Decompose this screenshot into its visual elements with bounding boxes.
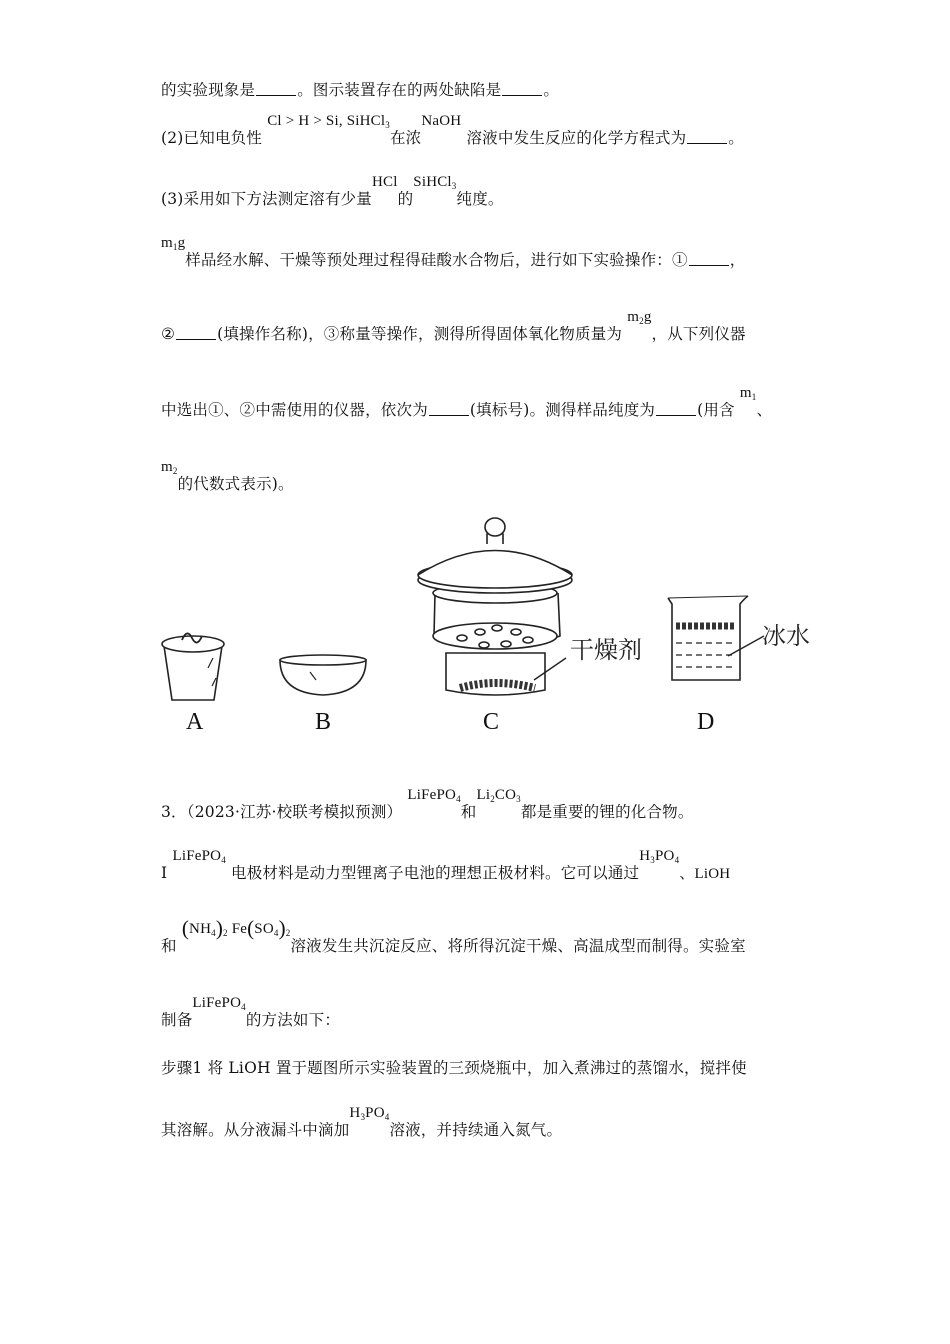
formula-h3po4: $H_3PO_4$ [639, 848, 680, 865]
text: 溶液，并持续通入氮气。 [389, 1121, 563, 1139]
q3-line-6 [161, 1105, 563, 1140]
text-line-1 [161, 78, 559, 100]
evaporating-dish-icon [280, 655, 366, 695]
crucible-icon [162, 633, 224, 700]
text: 的代数式表示)。 [177, 475, 294, 493]
formula-lifepo4: LiFePO$_4$ [192, 995, 246, 1012]
text: 电极材料是动力型锂离子电池的理想正极材料。它可以通过 [231, 864, 640, 882]
text: (2)已知电负性 [161, 129, 263, 147]
text: 都是重要的锂的化合物。 [520, 803, 694, 821]
text: 的方法如下： [245, 1011, 341, 1029]
text: 中选出①、②中需使用的仪器，依次为 [161, 401, 428, 419]
text: 样品经水解、干燥等预处理过程得硅酸水合物后，进行如下实验操作：① [185, 251, 688, 269]
text-line-2 [161, 113, 744, 148]
text: ，从下列仪器 [651, 325, 746, 343]
beaker-icon [668, 596, 764, 680]
desiccant-label: 干燥剂 [570, 636, 642, 664]
text: 其溶解。从分液漏斗中滴加 [161, 1121, 350, 1139]
text: 在浓 [389, 129, 422, 147]
text: ② [161, 325, 176, 343]
answer-blank[interactable] [689, 253, 729, 266]
text: 溶液中发生反应的化学方程式为 [466, 129, 687, 147]
text-line-4 [161, 235, 746, 270]
answer-blank[interactable] [656, 403, 696, 416]
text: 步骤1 将 LiOH 置于题图所示实验装置的三颈烧瓶中，加入煮沸过的蒸馏水，搅拌使 [161, 1059, 747, 1077]
answer-blank[interactable] [429, 403, 469, 416]
formula-m2g: $m_2g$ [627, 309, 652, 326]
formula-lioh: 、LiOH [679, 866, 731, 882]
formula-sihcl3: SiHCl$_3$ [413, 174, 457, 191]
text: 。 [728, 129, 744, 147]
formula-electronegativity: Cl > H > Si, SiHCl$_3$ [267, 113, 390, 130]
text: (填操作名称)，③称量等操作，测得所得固体氧化物质量为 [217, 325, 623, 343]
formula-m1: $m_1$ [739, 385, 757, 402]
label-b: B [315, 709, 332, 735]
text-line-7 [161, 459, 294, 494]
answer-blank[interactable] [687, 131, 727, 144]
text: (填标号)。测得样品纯度为 [469, 401, 656, 419]
text: 的实验现象是 [161, 81, 256, 99]
formula-lifepo4: LiFePO$_4$ [407, 787, 461, 804]
text: 、 [756, 401, 773, 419]
question-number: 3．（2023·江苏·校联考模拟预测） [161, 803, 403, 821]
label-d: D [697, 709, 715, 735]
q3-line-4 [161, 995, 341, 1030]
text-line-6 [161, 385, 773, 420]
apparatus-figure [150, 508, 830, 748]
formula-naoh: NaOH [421, 113, 462, 129]
answer-blank[interactable] [256, 83, 296, 96]
text: 。图示装置存在的两处缺陷是 [297, 81, 502, 99]
q3-line-2 [161, 848, 731, 883]
text: (3)采用如下方法测定溶有少量 [161, 190, 372, 208]
desiccator-icon [418, 518, 572, 695]
text-line-3 [161, 174, 504, 209]
text: 的 [397, 190, 414, 208]
text: 溶液发生共沉淀反应、将所得沉淀干燥、高温成型而制得。实验室 [290, 937, 746, 955]
label-c: C [483, 709, 500, 735]
formula-m1g: $m_1g$ [161, 235, 186, 252]
answer-blank[interactable] [176, 327, 216, 340]
text: 纯度。 [456, 190, 504, 208]
formula-lifepo4: LiFePO$_4$ [172, 848, 226, 865]
text: 。 [543, 81, 560, 99]
text: 和 [161, 937, 177, 955]
q3-line-5 [161, 1056, 747, 1078]
ice-water-label: 冰水 [762, 622, 810, 650]
formula-h3po4: $H_3PO_4$ [349, 1105, 390, 1122]
label-a: A [186, 709, 204, 735]
text: 和 [460, 803, 477, 821]
text: ， [729, 251, 746, 269]
formula-hcl: HCl [371, 174, 398, 190]
roman-numeral: I [161, 864, 168, 882]
text: (用含 [697, 401, 735, 419]
text-line-5 [161, 309, 746, 344]
q3-line-3 [161, 916, 746, 959]
formula-li2co3: $Li_2CO_3$ [476, 787, 521, 804]
answer-blank[interactable] [502, 83, 542, 96]
text: 制备 [161, 1011, 193, 1029]
formula-m2: $m_2$ [161, 459, 178, 476]
q3-line-1 [161, 787, 694, 822]
formula-ammonium-iron-sulfate: $(NH_4)_2$ $Fe(SO_4)_2$ [181, 916, 291, 940]
